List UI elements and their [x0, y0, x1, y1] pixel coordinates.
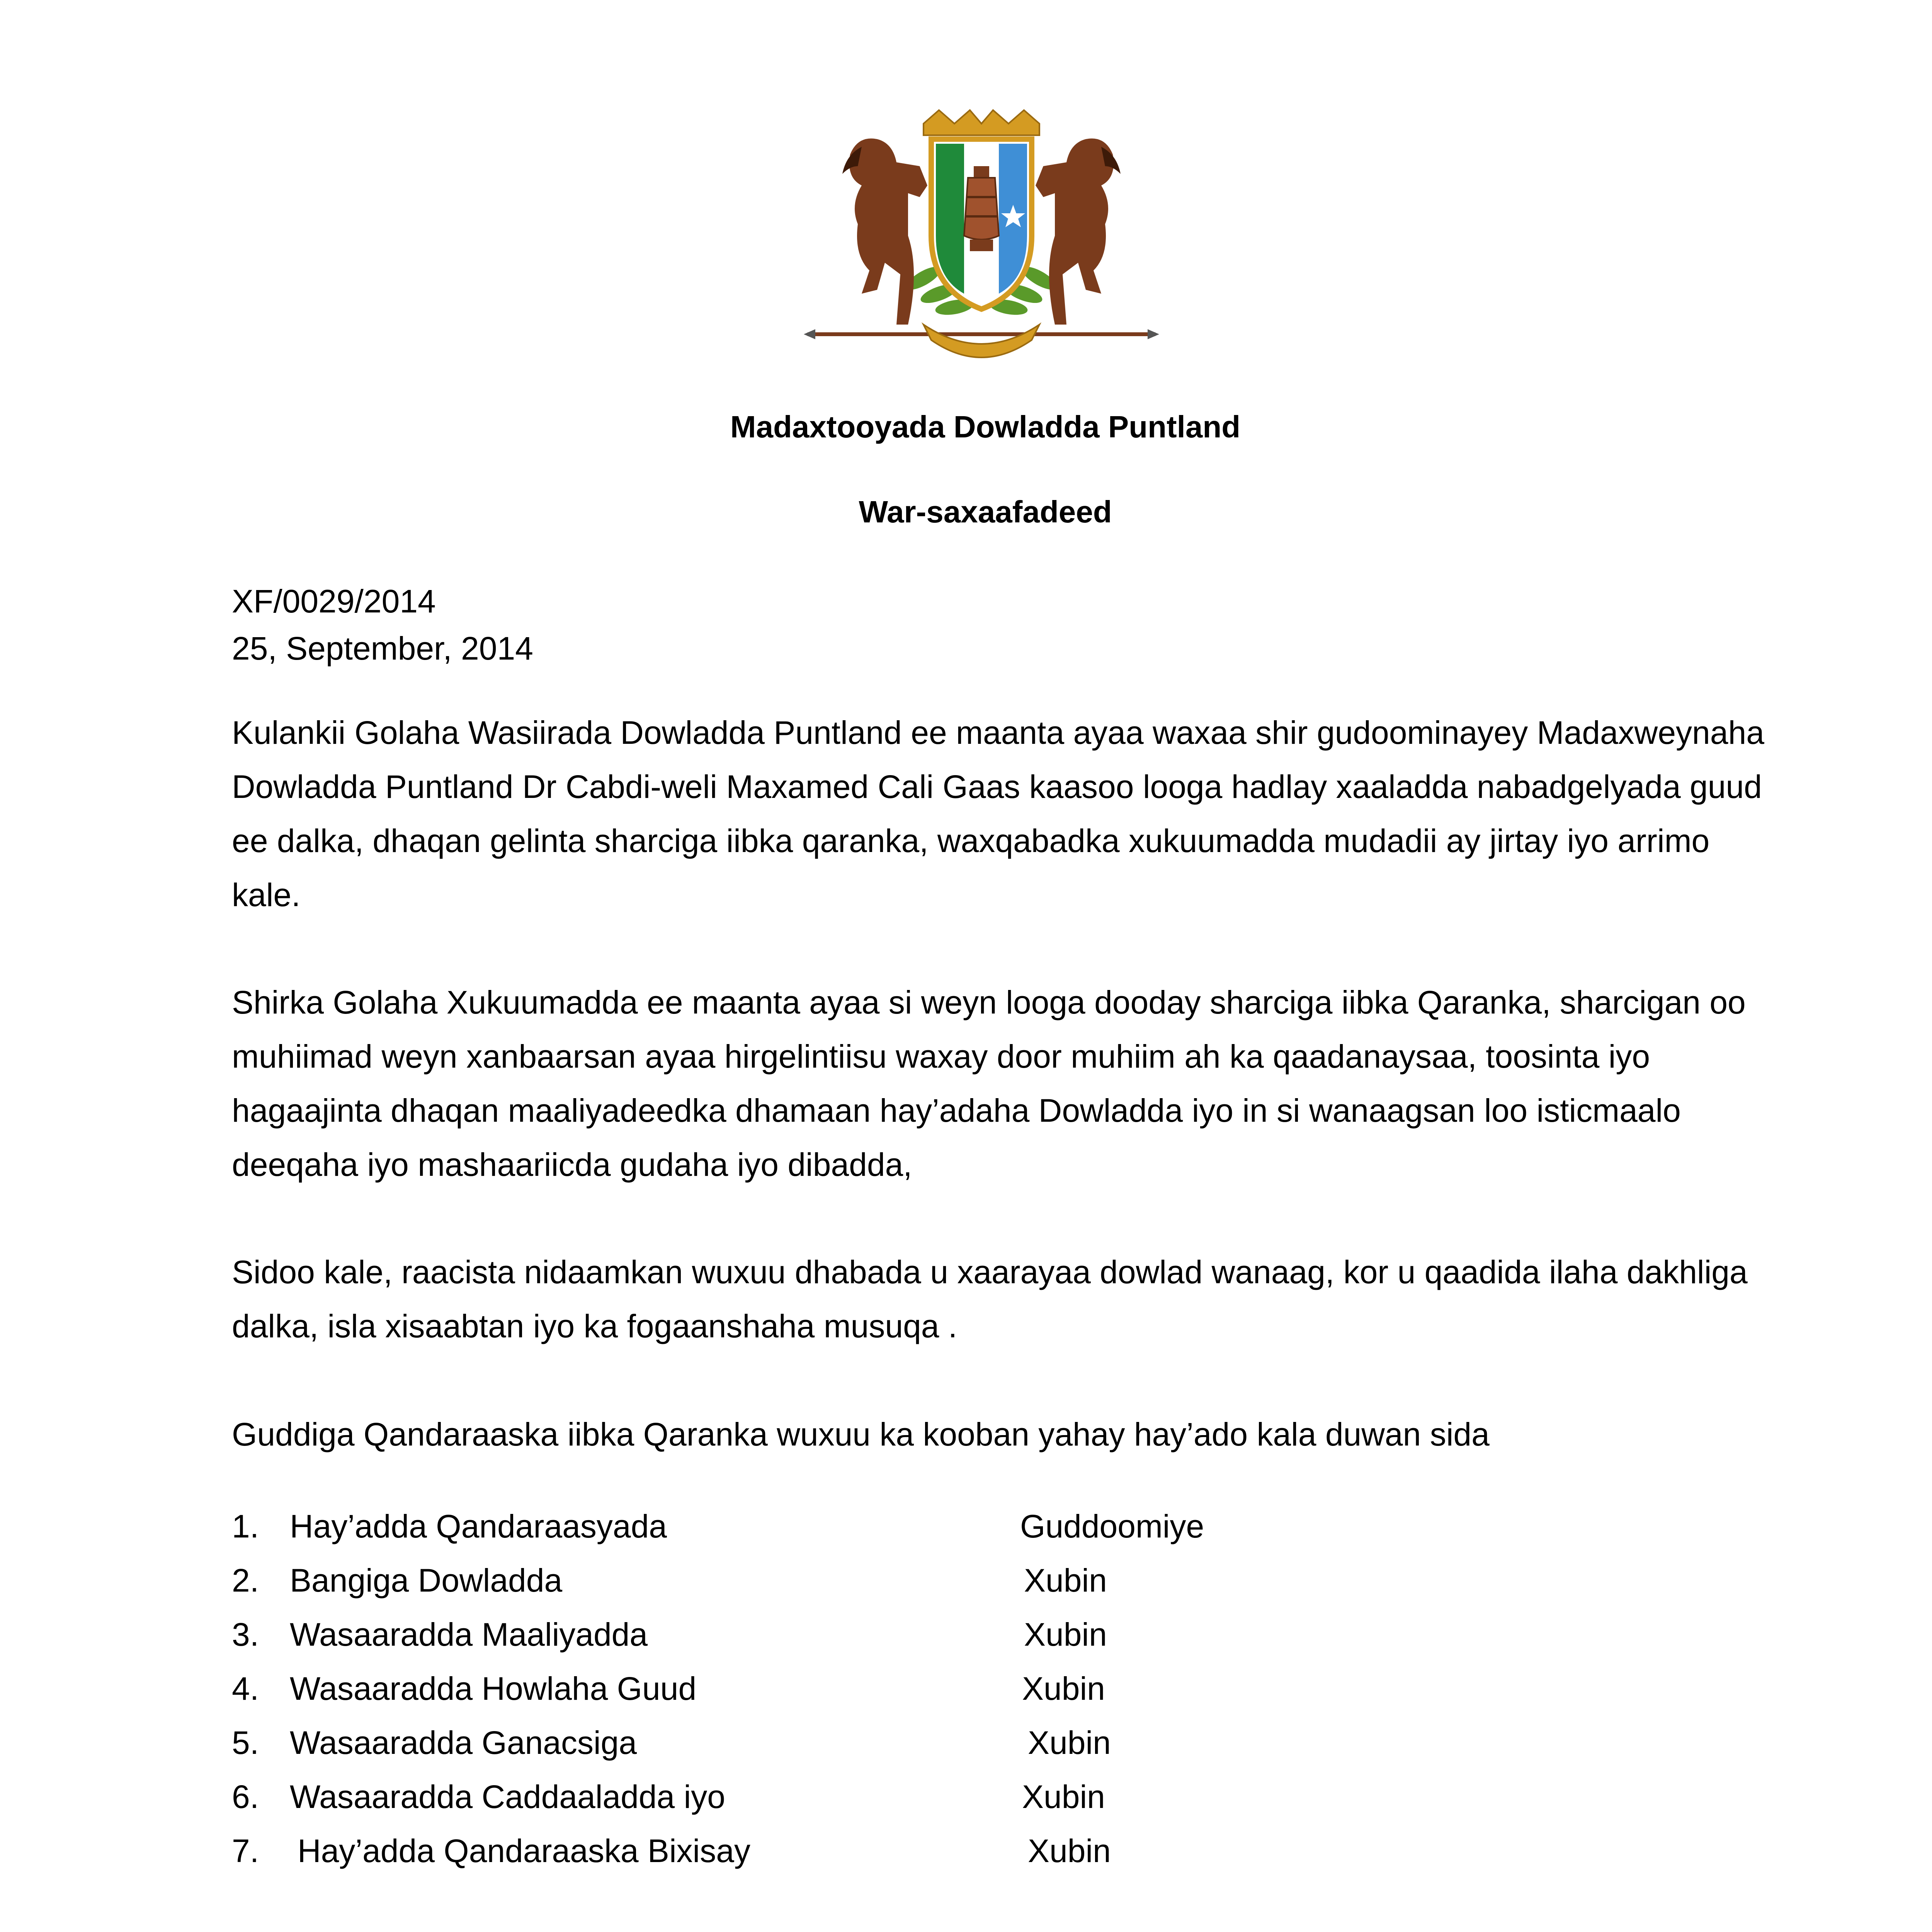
list-item-role: Xubin: [1024, 1562, 1107, 1599]
list-item: [232, 1716, 1546, 1770]
list-item-name: Hay’adda Qandaraasyada: [290, 1508, 667, 1544]
list-item-name: Wasaaradda Ganacsiga: [290, 1725, 637, 1761]
list-item: [232, 1553, 1546, 1607]
reference-number: XF/0029/2014: [232, 583, 436, 619]
list-item: [232, 1607, 1546, 1662]
page-title: Madaxtooyada Dowladda Puntland: [730, 410, 1241, 444]
list-item-role: Xubin: [1028, 1725, 1111, 1761]
list-item-number: 1.: [232, 1508, 259, 1544]
paragraph: [232, 1407, 1770, 1461]
list-item: [232, 1770, 1546, 1824]
list-item: [232, 1824, 1546, 1878]
list-item-number: 2.: [232, 1562, 259, 1599]
list-item: [232, 1662, 1546, 1716]
list-item-number: 7.: [232, 1833, 259, 1869]
page-subtitle: War-saxaafadeed: [859, 495, 1112, 529]
list-item-name: Wasaaradda Howlaha Guud: [290, 1670, 697, 1707]
paragraph: [232, 706, 1770, 922]
list-item-role: Xubin: [1028, 1833, 1111, 1869]
paragraph: [232, 975, 1770, 1192]
list-item-number: 3.: [232, 1616, 259, 1653]
list-item-name: Wasaaradda Caddaaladda iyo: [290, 1779, 725, 1815]
list-item-role: Xubin: [1022, 1779, 1105, 1815]
paragraph: [232, 1245, 1770, 1353]
list-item-role: Guddoomiye: [1020, 1508, 1204, 1544]
list-item: [232, 1499, 1546, 1553]
puntland-coat-of-arms-icon: [792, 108, 1171, 371]
paragraph-text: [232, 1926, 1770, 1932]
committee-list: [232, 1499, 1546, 1878]
paragraph-text: Kulankii Golaha Wasiirada Dowladda Puntland ee maanta ayaa waxaa shir gudoominayey Madaxweynaha Dowladda Puntland Dr Cabdi-weli Maxamed Cali Gaas kaasoo looga hadlay xaaladda nabadgelyada guud ee dalka, dhaqan gelinta sharciga iibka qaranka, waxqabadka xukuumadda mudadii ay jirtay iyo arrimo kale.: [232, 714, 1764, 913]
list-item-name: Bangiga Dowladda: [290, 1562, 563, 1599]
paragraph-text: Sidoo kale, raacista nidaamkan wuxuu dhabada u xaarayaa dowlad wanaag, kor u qaadida ilaha dakhliga dalka, isla xisaabtan iyo ka fogaanshaha musuqa .: [232, 1254, 1748, 1344]
closing-paragraph: [232, 1926, 1770, 1932]
release-date: 25, September, 2014: [232, 630, 533, 667]
paragraph-text: Guddiga Qandaraaska iibka Qaranka wuxuu ka kooban yahay hay’ado kala duwan sida: [232, 1416, 1490, 1452]
list-item-number: 5.: [232, 1725, 259, 1761]
paragraph-text: Shirka Golaha Xukuumadda ee maanta ayaa si weyn looga dooday sharciga iibka Qaranka, sharcigan oo muhiimad weyn xanbaarsan ayaa hirgelintiisu waxay door muhiim ah ka qaadanaysaa, toosinta iyo hagaajinta dhaqan maaliyadeedka dhamaan hay’adaha Dowladda iyo in si wanaagsan loo isticmaalo deeqaha iyo mashaariicda gudaha iyo dibadda,: [232, 984, 1746, 1183]
list-item-role: Xubin: [1024, 1616, 1107, 1653]
list-item-number: 6.: [232, 1779, 259, 1815]
list-item-name: Wasaaradda Maaliyadda: [290, 1616, 648, 1653]
list-item-name: Hay’adda Qandaraaska Bixisay: [298, 1833, 750, 1869]
list-item-number: 4.: [232, 1670, 259, 1707]
list-item-role: Xubin: [1022, 1670, 1105, 1707]
